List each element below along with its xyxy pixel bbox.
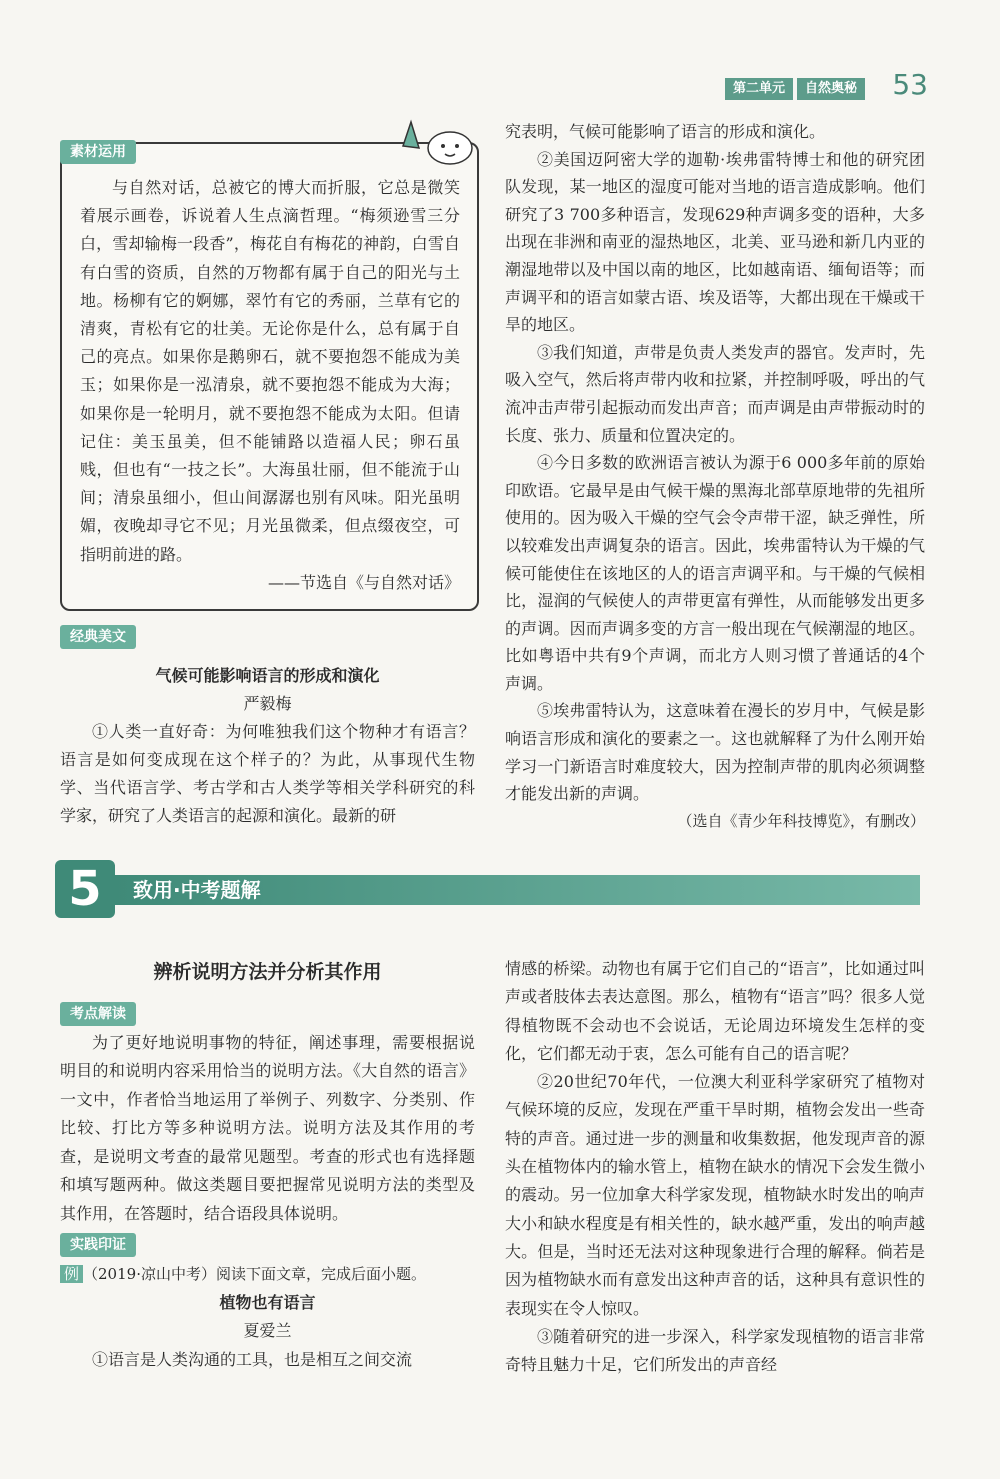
unit-tab: 第二单元	[725, 78, 793, 100]
passage-paragraph: ③随着研究的进一步深入，科学家发现植物的语言非常奇特且魅力十足，它们所发出的声音经	[505, 1326, 925, 1375]
sucai-text	[80, 174, 460, 597]
passage-paragraph: ②20世纪70年代，一位澳大利亚科学家研究了植物对气候环境的反应，发现在严重干旱时期，植物会发出一些奇特的声音。通过进一步的测量和收集数据，他发现声音的源头在植物体内的输水管上，植物在缺水的情况下会发生微小的震动。另一位加拿大科学家发现，植物缺水时发出的响声大小和缺水程度是有相关性的，缺水越严重，发出的响声越大。但是，当时还无法对这种现象进行合理的解释。倘若是因为植物缺水而有意发出这种声音的话，这种具有意识性的表现实在令人惊叹。	[505, 1072, 925, 1318]
banner-text: 致用·中考题解	[133, 878, 261, 902]
article-paragraph: ②美国迈阿密大学的迦勒·埃弗雷特博士和他的研究团队发现，某一地区的湿度可能对当地的语言造成影响。他们研究了3 700多种语言，发现629种声调多变的语种，大多出现在非洲和南亚的湿热地区，北美、亚马逊和新几内亚的潮湿地带以及中国以南的地区，比如越南语、缅甸语等；而声调平和的语言如蒙古语、埃及语等，大都出现在干燥或干旱的地区。	[505, 149, 925, 335]
jingdian-tag: 经典美文	[60, 625, 136, 649]
page-number: 53	[892, 68, 928, 101]
section-tab: 自然奥秘	[797, 78, 865, 100]
shijian-tag: 实践印证	[60, 1233, 136, 1257]
sucai-tag: 素材运用	[60, 140, 136, 164]
exam-right-column	[505, 955, 925, 1379]
example-source: （2019·凉山中考）阅读下面文章，完成后面小题。	[83, 1265, 426, 1283]
exam-left-column	[60, 958, 475, 1374]
sucai-source: ——节选自《与自然对话》	[267, 572, 460, 592]
article-source: （选自《青少年科技博览》，有删改）	[677, 811, 925, 830]
sucai-box	[60, 142, 479, 611]
kaodian-text: 为了更好地说明事物的特征，阐述事理，需要根据说明目的和说明内容采用恰当的说明方法。《大自然的语言》一文中，作者恰当地运用了举例子、列数字、分类别、作比较、打比方等多种说明方法。说明方法及其作用的考查，是说明文考查的最常见题型。考查的形式也有选择题和填写题两种。做这类题目要把握常见说明方法的类型及其作用，在答题时，结合语段具体说明。	[60, 1032, 475, 1223]
passage-continuation: 情感的桥梁。动物也有属于它们自己的“语言”，比如通过叫声或者肢体去表达意图。那么，植物有“语言”吗？很多人觉得植物既不会动也不会说话，无论周边环境发生怎样的变化，它们都无动于衷，怎么可能有自己的语言呢？	[505, 959, 925, 1063]
passage-paragraph: ①语言是人类沟通的工具，也是相互之间交流	[92, 1349, 413, 1369]
passage-title: 植物也有语言	[219, 1292, 316, 1312]
banner-number: 5	[55, 860, 115, 918]
article-paragraph: ④今日多数的欧洲语言被认为源于6 000多年前的原始印欧语。它最早是由气候干燥的黑海北部草原地带的先祖所使用的。因为吸入干燥的空气会令声带干涩，缺乏弹性，所以较难发出声调复杂的语言。因此，埃弗雷特认为干燥的气候可能使住在该地区的人的语言声调平和。与干燥的气候相比，湿润的气候使人的声带更富有弹性，从而能够发出更多的声调。因而声调多变的方言一般出现在气候潮湿的地区。比如粤语中共有9个声调，而北方人则习惯了普通话的4个声调。	[505, 453, 925, 693]
jingdian-right-column	[505, 118, 925, 835]
passage-author: 夏爱兰	[243, 1321, 292, 1340]
article-paragraph: ⑤埃弗雷特认为，这意味着在漫长的岁月中，气候是影响语言形成和演化的要素之一。这也就解释了为什么刚开始学习一门新语言时难度较大，因为控制声带的肌肉必须调整才能发出新的声调。	[505, 701, 925, 804]
exam-title: 辨析说明方法并分析其作用	[153, 961, 382, 983]
shijian-tag-row	[60, 1230, 475, 1260]
article-paragraph: ③我们知道，声带是负责人类发声的器官。发声时，先吸入空气，然后将声带内收和拉紧，并控制呼吸，呼出的气流冲击声带引起振动而发出声音；而声调是由声带振动时的长度、张力、质量和位置决定的。	[505, 342, 925, 445]
cartoon-face-icon	[395, 118, 475, 168]
kaodian-tag: 考点解读	[60, 1002, 136, 1026]
sucai-paragraph: 与自然对话，总被它的博大而折服，它总是微笑着展示画卷，诉说着人生点滴哲理。“梅须逊雪三分白，雪却输梅一段香”，梅花自有梅花的神韵，白雪自有白雪的资质，自然的万物都有属于自己的阳光与土地。杨柳有它的婀娜，翠竹有它的秀丽，兰草有它的清爽，青松有它的壮美。无论你是什么，总有属于自己的亮点。如果你是鹅卵石，就不要抱怨不能成为美玉；如果你是一泓清泉，就不要抱怨不能成为大海；如果你是一轮明月，就不要抱怨不能成为太阳。但请记住：美玉虽美，但不能铺路以造福人民；卵石虽贱，但也有“一技之长”。大海虽壮丽，但不能流于山间；清泉虽细小，但山间潺潺也别有风味。阳光虽明媚，夜晚却寻它不见；月光虽微柔，但点缀夜空，可指明前进的路。	[80, 178, 460, 564]
article-continuation: 究表明，气候可能影响了语言的形成和演化。	[505, 122, 826, 141]
example-line	[60, 1260, 475, 1289]
article-paragraph: ①人类一直好奇：为何唯独我们这个物种才有语言？语言是如何变成现在这个样子的？为此，从事现代生物学、当代语言学、考古学和古人类学等相关学科研究的科学家，研究了人类语言的起源和演化。最新的研	[60, 722, 475, 825]
kaodian-tag-row	[60, 999, 475, 1029]
header-tabs	[725, 78, 865, 100]
example-label: 例	[60, 1265, 83, 1283]
article-author: 严毅梅	[243, 694, 292, 713]
section-banner	[55, 861, 920, 917]
jingdian-left-column	[60, 662, 475, 830]
article-title: 气候可能影响语言的形成和演化	[155, 666, 380, 685]
